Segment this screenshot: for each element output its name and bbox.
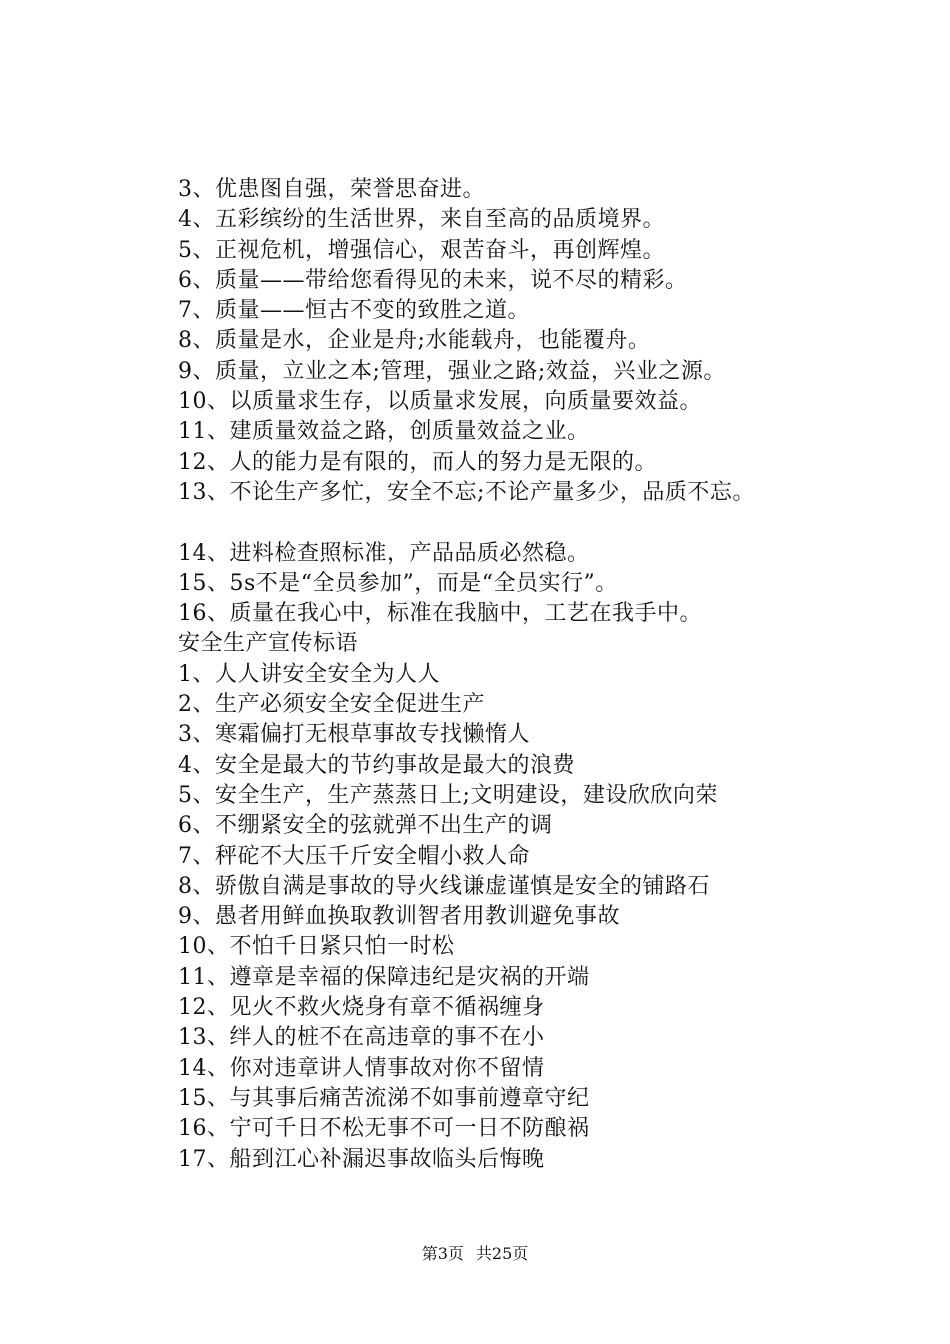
text-line: 16、质量在我心中，标准在我脑中，工艺在我手中。 xyxy=(178,601,702,627)
paragraph-gap xyxy=(178,508,938,538)
text-line: 17、船到江心补漏迟事故临头后悔晚 xyxy=(178,1146,545,1172)
text-line: 1、人人讲安全安全为人人 xyxy=(178,661,440,687)
text-line: 9、愚者用鲜血换取教训智者用教训避免事故 xyxy=(178,904,620,930)
page-total: 共25页 xyxy=(475,1244,529,1263)
text-line: 8、骄傲自满是事故的导火线谦虚谨慎是安全的铺路石 xyxy=(178,873,710,899)
text-line: 10、不怕千日紧只怕一时松 xyxy=(178,934,455,960)
text-line: 2、生产必须安全安全促进生产 xyxy=(178,692,485,718)
text-line: 15、与其事后痛苦流涕不如事前遵章守纪 xyxy=(178,1085,590,1111)
text-line: 4、五彩缤纷的生活世界，来自至高的品质境界。 xyxy=(178,207,665,233)
slogan-list-safety xyxy=(178,539,938,1175)
text-line: 6、不绷紧安全的弦就弹不出生产的调 xyxy=(178,813,553,839)
text-line: 14、进料检查照标准，产品品质必然稳。 xyxy=(178,540,590,566)
text-line: 3、优患图自强，荣誉思奋进。 xyxy=(178,177,485,202)
text-line: 7、秤砣不大压千斤安全帽小救人命 xyxy=(178,843,530,869)
text-line: 12、见火不救火烧身有章不循祸缠身 xyxy=(178,995,545,1021)
text-line: 8、质量是水，企业是舟;水能载舟，也能覆舟。 xyxy=(178,328,651,354)
text-line: 5、正视危机，增强信心，艰苦奋斗，再创辉煌。 xyxy=(178,237,665,263)
text-line: 10、以质量求生存，以质量求发展，向质量要效益。 xyxy=(178,389,702,415)
section-heading: 安全生产宣传标语 xyxy=(178,631,359,657)
page-number: 第3页 xyxy=(421,1244,464,1263)
text-line: 13、不论生产多忙，安全不忘;不论产量多少，品质不忘。 xyxy=(178,479,755,505)
text-line: 15、5s不是“全员参加”，而是“全员实行”。 xyxy=(178,570,618,596)
text-line: 7、质量——恒古不变的致胜之道。 xyxy=(178,298,530,324)
page-footer xyxy=(0,1243,950,1265)
document-body xyxy=(178,175,938,1175)
text-line: 4、安全是最大的节约事故是最大的浪费 xyxy=(178,752,575,778)
text-line: 16、宁可千日不松无事不可一日不防酿祸 xyxy=(178,1116,590,1142)
text-line: 5、安全生产，生产蒸蒸日上;文明建设，建设欣欣向荣 xyxy=(178,782,718,808)
text-line: 3、寒霜偏打无根草事故专找懒惰人 xyxy=(178,722,530,748)
text-line: 9、质量，立业之本;管理，强业之路;效益，兴业之源。 xyxy=(178,358,726,384)
slogan-list-quality xyxy=(178,175,938,508)
text-line: 13、绊人的桩不在高违章的事不在小 xyxy=(178,1025,545,1051)
text-line: 6、质量——带给您看得见的未来，说不尽的精彩。 xyxy=(178,267,688,293)
text-line: 14、你对违章讲人情事故对你不留情 xyxy=(178,1055,545,1081)
text-line: 12、人的能力是有限的，而人的努力是无限的。 xyxy=(178,449,657,475)
text-line: 11、建质量效益之路，创质量效益之业。 xyxy=(178,419,590,445)
text-line: 11、遵章是幸福的保障违纪是灾祸的开端 xyxy=(178,964,590,990)
